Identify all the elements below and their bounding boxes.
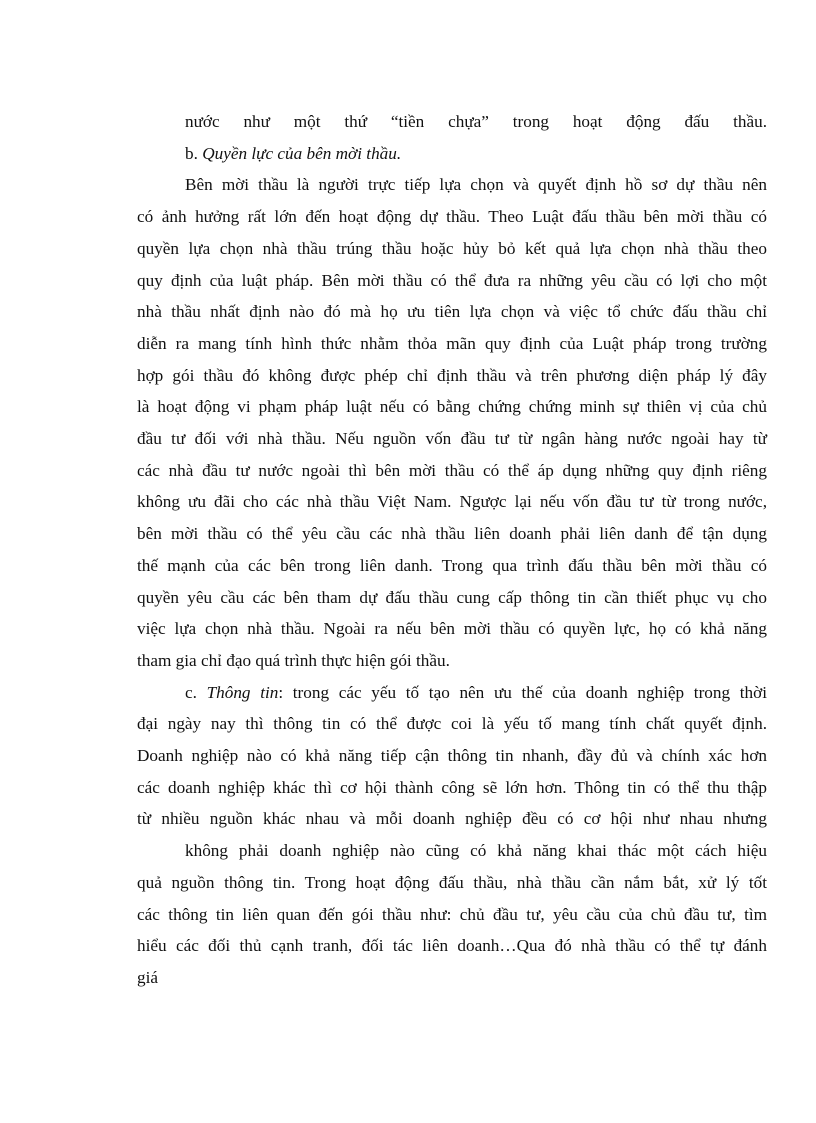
text-line: không phải doanh nghiệp nào cũng có khả năng khai thác một cách hiệu — [185, 841, 767, 861]
text-line: giá — [137, 967, 158, 987]
text-line: không ưu đãi cho các nhà thầu Việt Nam. Ngược lại nếu vốn đầu tư từ trong nước, — [137, 492, 767, 512]
text-line: diễn ra mang tính hình thức nhằm thỏa mãn quy định của Luật pháp trong trường — [137, 333, 767, 353]
text-line: bên mời thầu có thể yêu cầu các nhà thầu liên doanh phải liên danh để tận dụng — [137, 524, 767, 544]
section-heading-c — [137, 677, 767, 709]
heading-rest: : trong các yếu tố tạo nên ưu thế của doanh nghiệp trong thời — [278, 682, 767, 702]
section-heading-b — [137, 138, 767, 170]
heading-prefix: b. — [185, 143, 203, 163]
text-line: các nhà đầu tư nước ngoài thì bên mời thầu có thể áp dụng những quy định riêng — [137, 460, 767, 480]
text-line: nhà thầu nhất định nào đó mà họ ưu tiên lựa chọn và việc tổ chức đấu thầu chỉ — [137, 302, 767, 322]
heading-prefix: c. — [185, 682, 207, 702]
text-line: tham gia chỉ đạo quá trình thực hiện gói thầu. — [137, 650, 450, 670]
text-line: từ nhiều nguồn khác nhau và mỗi doanh nghiệp đều có cơ hội như nhau nhưng — [137, 809, 767, 829]
text-line: quyền lựa chọn nhà thầu trúng thầu hoặc hủy bỏ kết quả lựa chọn nhà thầu theo — [137, 238, 767, 258]
text-line: quyền yêu cầu các bên tham dự đấu thầu cung cấp thông tin cần thiết phục vụ cho — [137, 587, 767, 607]
text-line: việc lựa chọn nhà thầu. Ngoài ra nếu bên mời thầu có quyền lực, họ có khả năng — [137, 619, 767, 639]
text-line: là hoạt động vi phạm pháp luật nếu có bằng chứng chứng minh sự thiên vị của chủ — [137, 397, 767, 417]
text-line: các thông tin liên quan đến gói thầu như: chủ đầu tư, yêu cầu của chủ đầu tư, tìm — [137, 904, 767, 924]
text-line: nước như một thứ “tiền chựa” trong hoạt động đấu thầu. — [185, 112, 767, 131]
text-line: đại ngày nay thì thông tin có thể được coi là yếu tố mang tính chất quyết định. — [137, 714, 767, 734]
text-line: Doanh nghiệp nào có khả năng tiếp cận thông tin nhanh, đầy đủ và chính xác hơn — [137, 746, 767, 766]
text-line: đầu tư đối với nhà thầu. Nếu nguồn vốn đầu tư từ ngân hàng nước ngoài hay từ — [137, 429, 767, 449]
text-line: có ảnh hưởng rất lớn đến hoạt động dự thầu. Theo Luật đấu thầu bên mời thầu có — [137, 207, 767, 227]
document-page — [137, 106, 767, 994]
text-line: quy định của luật pháp. Bên mời thầu có thể đưa ra những yêu cầu có lợi cho một — [137, 270, 767, 290]
heading-title: Quyền lực của bên mời thầu. — [202, 143, 402, 163]
text-line: thế mạnh của các bên trong liên danh. Trong qua trình đấu thầu bên mời thầu có — [137, 555, 767, 575]
text-line: các doanh nghiệp khác thì cơ hội thành công sẽ lớn hơn. Thông tin có thể thu thập — [137, 777, 767, 797]
text-line: hiểu các đối thủ cạnh tranh, đối tác liên doanh…Qua đó nhà thầu có thể tự đánh — [137, 936, 767, 956]
heading-title: Thông tin — [206, 682, 279, 702]
text-line: quả nguồn thông tin. Trong hoạt động đấu thầu, nhà thầu cần nắm bắt, xử lý tốt — [137, 872, 767, 892]
text-line: Bên mời thầu là người trực tiếp lựa chọn và quyết định hồ sơ dự thầu nên — [185, 175, 767, 195]
text-line: hợp gói thầu đó không được phép chỉ định thầu và trên phương diện pháp lý đây — [137, 365, 767, 385]
